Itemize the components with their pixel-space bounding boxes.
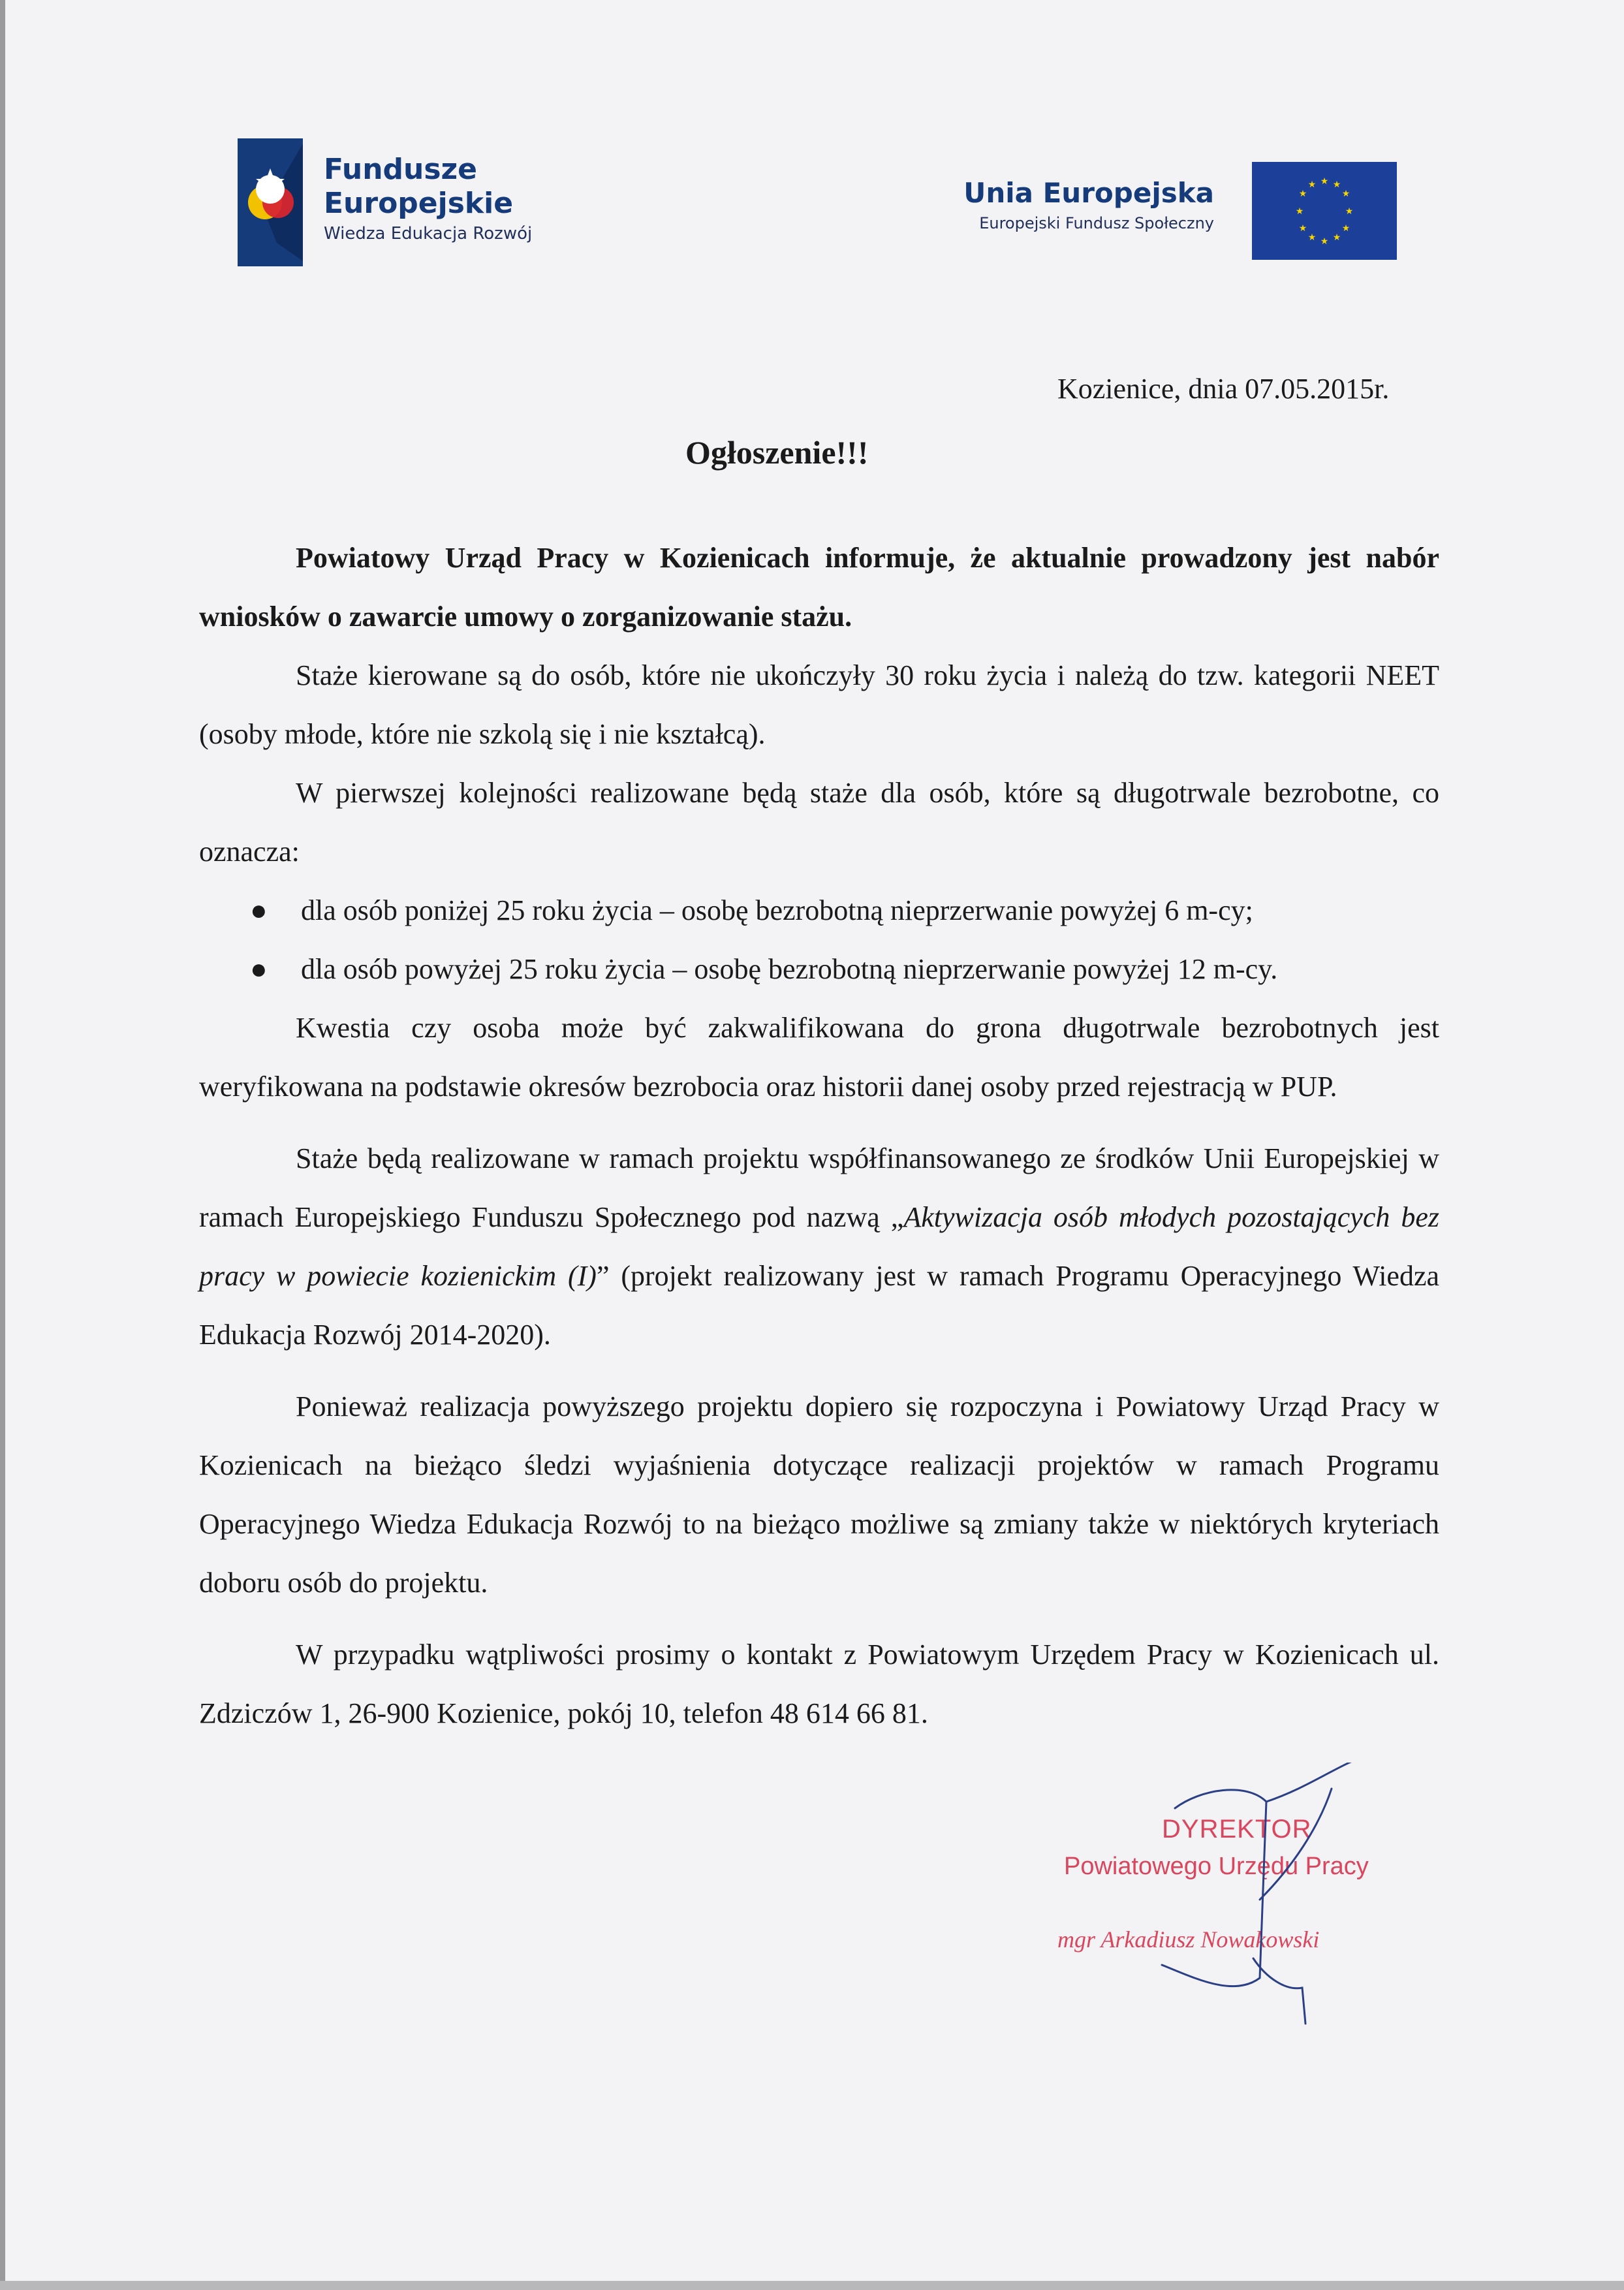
paragraph-4-end: ” (projekt realizowany jest w ramach Programu Operacyjnego Wiedza Edukacja Rozwój 2014-2020). (199, 1260, 1440, 1351)
intro-paragraph: Powiatowy Urząd Pracy w Kozienicach informuje, że aktualnie prowadzony jest nabór wniosków o zawarcie umowy o zorganizowanie stażu. (199, 542, 1439, 633)
stamp-line2: Powiatowego Urzędu Pracy (1064, 1853, 1369, 1880)
paragraph-5: Ponieważ realizacja powyższego projektu dopiero się rozpoczyna i Powiatowy Urząd Pracy w Kozienicach na bieżąco śledzi wyjaśnienia dotyczące realizacji projektów w ramach Programu Operacyjnego Wiedza Edukacja Rozwój to na bieżąco możliwe są zmiany także w niektórych kryteriach doboru osób do projektu. (199, 1390, 1439, 1599)
handwritten-signature (1136, 1763, 1410, 2037)
ue-logo-text (963, 175, 1214, 235)
document-date: Kozienice, dnia 07.05.2015r. (1057, 373, 1390, 405)
bullet-text: dla osób powyżej 25 roku życia – osobę bezrobotną nieprzerwanie powyżej 12 m-cy. (301, 953, 1278, 985)
ue-logo-line2: Europejski Fundusz Społeczny (979, 214, 1214, 232)
svg-text:★: ★ (1295, 206, 1304, 217)
bullet-item (199, 940, 1439, 999)
svg-text:★: ★ (1332, 180, 1341, 190)
unia-europejska-logo (914, 162, 1397, 261)
svg-text:★: ★ (1307, 180, 1317, 190)
fe-logo-text (324, 153, 532, 247)
paragraph-6: W przypadku wątpliwości prosimy o kontakt z Powiatowym Urzędem Pracy w Kozienicach ul. Zdziczów 1, 26-900 Kozienice, pokój 10, telefon 48 614 66 81. (199, 1639, 1439, 1729)
stamp-line3: mgr Arkadiusz Nowakowski (1057, 1926, 1320, 1953)
document-body (199, 529, 1439, 1743)
fe-logo-line3: Wiedza Edukacja Rozwój (324, 224, 533, 243)
fe-emblem-icon (238, 138, 303, 266)
paragraph-2: W pierwszej kolejności realizowane będą staże dla osób, które są długotrwale bezrobotne, co oznacza: (199, 777, 1439, 868)
svg-text:★: ★ (1320, 236, 1329, 247)
document-title: Ogłoszenie!!! (685, 434, 869, 471)
eu-flag-icon (1252, 162, 1397, 260)
svg-text:★: ★ (1320, 176, 1329, 187)
scan-edge (0, 2281, 1624, 2290)
svg-text:★: ★ (1307, 232, 1317, 243)
stamp-line1: DYREKTOR (1162, 1815, 1312, 1843)
fundusze-europejskie-logo (238, 138, 603, 269)
bullet-icon: ● (250, 894, 268, 926)
svg-text:★: ★ (1341, 223, 1351, 234)
paragraph-3: Kwestia czy osoba może być zakwalifikowana do grona długotrwale bezrobotnych jest weryfikowana na podstawie okresów bezrobocia oraz historii danej osoby przed rejestracją w PUP. (199, 1012, 1439, 1103)
svg-text:★: ★ (1332, 232, 1341, 243)
paragraph-4 (199, 1129, 1439, 1364)
paragraph-4-start: Staże będą realizowane w ramach projektu współfinansowanego ze środków Unii Europejskiej w ramach Europejskiego Funduszu Społecznego pod nazwą „ (199, 1142, 1439, 1233)
svg-text:★: ★ (1298, 223, 1307, 234)
bullet-text: dla osób poniżej 25 roku życia – osobę bezrobotną nieprzerwanie powyżej 6 m-cy; (301, 894, 1253, 926)
fe-logo-line2: Europejskie (324, 187, 514, 220)
svg-text:★: ★ (1298, 189, 1307, 199)
bullet-item (199, 881, 1439, 940)
ue-logo-line1: Unia Europejska (963, 177, 1214, 209)
svg-text:★: ★ (1341, 189, 1351, 199)
svg-text:★: ★ (1345, 206, 1354, 217)
project-name: Aktywizacja osób młodych pozostających bez pracy w powiecie kozienickim (I) (199, 1201, 1439, 1292)
scan-edge (0, 0, 5, 2290)
paragraph-1: Staże kierowane są do osób, które nie ukończyły 30 roku życia i należą do tzw. kategorii NEET (osoby młode, które nie szkolą się i nie kształcą). (199, 659, 1439, 750)
bullet-icon: ● (250, 953, 268, 985)
fe-logo-line1: Fundusze (324, 153, 477, 186)
bullet-list (199, 881, 1439, 999)
